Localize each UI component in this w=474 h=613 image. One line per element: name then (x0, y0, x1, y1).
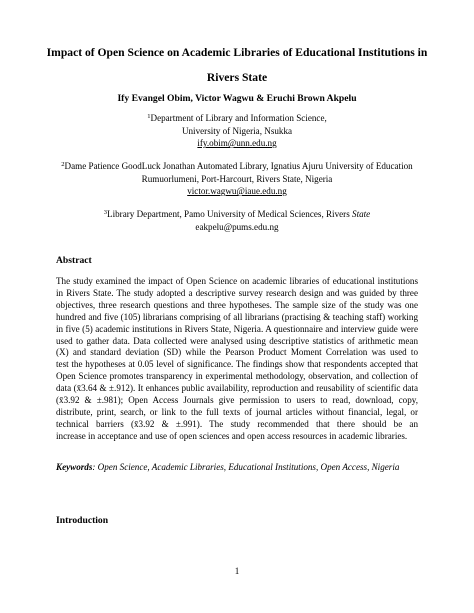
abstract-line: in Rivers State. The study adopted a descriptive survey research design and was guided by three (56, 287, 418, 298)
affiliation-1-line-1: Department of Library and Information Science, (150, 113, 327, 123)
affiliation-2-line-1: Dame Patience GoodLuck Jonathan Automated Library, Ignatius Ajuru University of Education (64, 161, 413, 171)
affiliation-3-marker: 3 (103, 209, 108, 216)
title-line-1: Impact of Open Science on Academic Libraries of Educational Institutions in (46, 46, 428, 59)
author-list: Ify Evangel Obim, Victor Wagwu & Eruchi Brown Akpelu (117, 93, 357, 104)
abstract-line: (x̄3.92 & ±.981); Open Access Journals give permission to users to read, download, copy, (56, 395, 418, 406)
abstract-line: data (x̄3.64 & ±.912). It enhances public availability, reproduction and reusability of scientific data (56, 383, 418, 394)
introduction-heading: Introduction (56, 515, 109, 526)
affiliation-1-email-link[interactable]: ify.obim@unn.edu.ng (197, 138, 277, 149)
page-number: 1 (234, 566, 240, 576)
affiliation-1-marker: 1 (147, 113, 151, 120)
affiliation-3-line-1-italic: State (352, 209, 371, 219)
affiliation-2-email-link[interactable]: victor.wagwu@iaue.edu.ng (187, 186, 287, 197)
abstract-line: distribute, print, search, or link to the full texts of journal articles without financial, legal, or (56, 406, 418, 417)
title-line-2: Rivers State (206, 71, 268, 84)
keywords-label: Keywords (56, 462, 93, 472)
affiliation-3-line-1: Library Department, Pamo University of Medical Sciences, Rivers (107, 209, 353, 219)
abstract-line: The study examined the impact of Open Science on academic libraries of educational institutions (56, 276, 418, 286)
abstract-line: technical barriers (x̄3.92 & ±.991). The study recommended that there should be an (56, 418, 418, 429)
affiliation-3-email: eakpelu@pums.edu.ng (195, 221, 279, 232)
affiliation-2 (40, 160, 434, 198)
affiliation-2-line-2: Rumuorlumeni, Port-Harcourt, Rivers State, Nigeria (141, 173, 333, 184)
affiliation-1 (40, 112, 434, 150)
abstract-line: increase in acceptance and use of open sciences and open access resources in academic libraries. (56, 430, 408, 441)
abstract-line: test the hypotheses at 0.05 level of significance. The findings show that respondents accepted that (56, 359, 418, 370)
affiliation-1-line-2: University of Nigeria, Nsukka (181, 125, 293, 136)
keywords-text: : Open Science, Academic Libraries, Educational Institutions, Open Access, Nigeria (92, 462, 400, 472)
abstract-line: Open Science promotes transparency in experimental methodology, observation, and collection of (56, 371, 418, 382)
abstract-body (56, 276, 418, 443)
abstract-line: used to gather data. Data collected were analysed using descriptive statistics of arithmetic mean (56, 335, 418, 346)
abstract-line: objectives, three research questions and three hypotheses. The sample size of the study was one (56, 299, 418, 310)
abstract-heading: Abstract (56, 255, 92, 266)
abstract-line: (X) and standard deviation (SD) while the Pearson Product Moment Correlation was used to (56, 347, 418, 358)
affiliation-3 (40, 208, 434, 233)
paper-title (40, 40, 434, 90)
keywords-line (56, 461, 418, 473)
abstract-line: in five (5) academic institutions in Rivers State, Nigeria. A questionnaire and interview guide were (56, 323, 418, 334)
abstract-line: hundred and five (105) librarians comprising of all librarians (practising & teaching staff) working (56, 311, 418, 322)
affiliation-2-marker: 2 (61, 161, 65, 168)
